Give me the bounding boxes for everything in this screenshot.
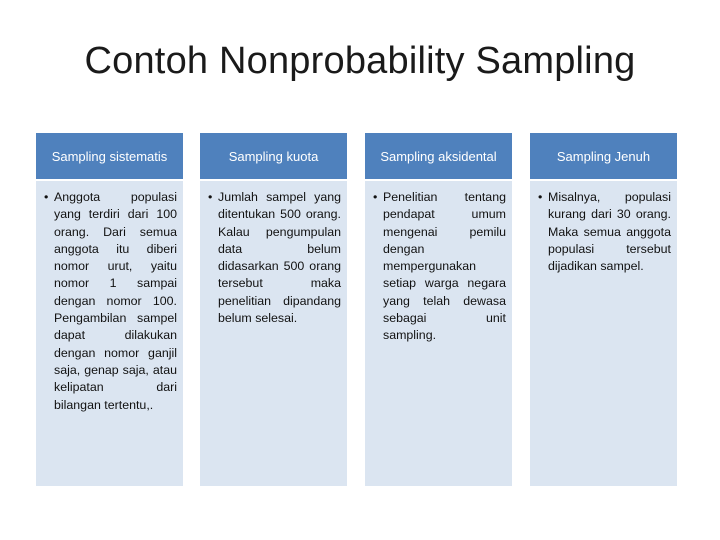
column-text: Misalnya, populasi kurang dari 30 orang. Maka semua anggota populasi tersebut dijadikan sampel.	[548, 190, 671, 274]
column-sampling-kuota	[200, 133, 347, 486]
column-body	[530, 181, 677, 486]
column-text: Penelitian tentang pendapat umum mengenai pemilu dengan mempergunakan setiap warga negara yang telah dewasa sebagai unit sampling.	[383, 190, 506, 343]
column-header: Sampling Jenuh	[530, 133, 677, 179]
slide-title: Contoh Nonprobability Sampling	[84, 40, 636, 82]
bullet-icon: •	[44, 190, 49, 204]
column-header: Sampling kuota	[200, 133, 347, 179]
column-text: Anggota populasi yang terdiri dari 100 orang. Dari semua anggota itu diberi nomor urut, yaitu nomor 1 sampai dengan nomor 100. Pengambilan sampel dapat dilakukan dengan nomor ganjil saja, genap saja, atau kelipatan dari bilangan tertentu,.	[54, 190, 177, 412]
bullet-icon: •	[538, 190, 543, 204]
column-body	[36, 181, 183, 486]
column-header: Sampling aksidental	[365, 133, 512, 179]
column-body	[365, 181, 512, 486]
column-sampling-sistematis	[36, 133, 183, 486]
bullet-icon: •	[373, 190, 378, 204]
column-header: Sampling sistematis	[36, 133, 183, 179]
column-text: Jumlah sampel yang ditentukan 500 orang. Kalau pengumpulan data belum didasarkan 500 orang tersebut maka penelitian dipandang belum selesai.	[218, 190, 341, 326]
column-body	[200, 181, 347, 486]
bullet-icon: •	[208, 190, 213, 204]
column-sampling-aksidental	[365, 133, 512, 486]
column-sampling-jenuh	[530, 133, 677, 486]
